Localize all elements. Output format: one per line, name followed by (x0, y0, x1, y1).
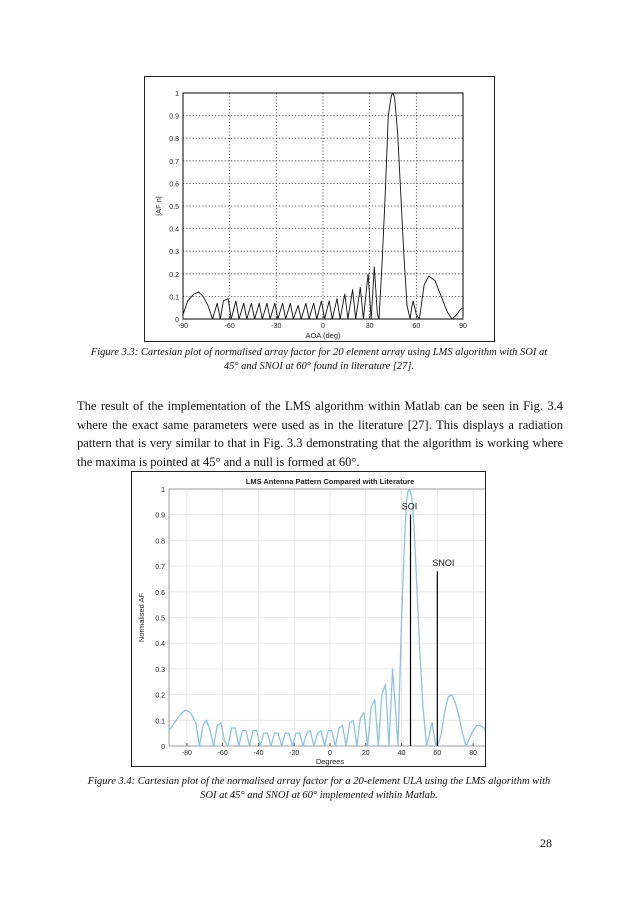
figure-3-4-caption-line1: Figure 3.4: Cartesian plot of the normalised array factor for a 20-element ULA using the LMS algorithm with (87, 776, 551, 787)
fig1-y-tick-label: 0.7 (169, 158, 179, 166)
fig2-annotation-label-snoi: SNOI (432, 558, 455, 569)
fig1-y-tick-label: 0.4 (169, 226, 179, 234)
fig1-y-tick-label: 0.9 (169, 113, 179, 121)
fig1-y-tick-label: 0.8 (169, 136, 179, 144)
fig2-y-tick-label: 1 (161, 487, 165, 494)
fig2-x-tick-label: -20 (289, 750, 300, 757)
figure-3-4 (131, 471, 486, 767)
fig1-x-tick-label: 90 (459, 323, 467, 330)
fig2-x-tick-label: -40 (253, 750, 264, 757)
fig1-y-tick-label: 0.6 (169, 181, 179, 189)
figure-3-3-plot (145, 77, 494, 341)
fig2-x-tick-label: -60 (217, 750, 228, 757)
fig2-y-tick-label: 0.7 (155, 564, 165, 572)
fig2-y-axis-label: Normalised AF (137, 592, 146, 643)
fig1-y-tick-label: 0 (175, 317, 179, 324)
figure-3-3 (144, 76, 495, 342)
fig2-y-tick-label: 0.8 (155, 538, 165, 546)
figure-3-4-caption-line2: SOI at 45° and SNOI at 60° implemented within Matlab. (200, 790, 438, 801)
fig2-y-tick-label: 0.9 (155, 512, 165, 520)
fig2-y-tick-label: 0.4 (155, 641, 165, 649)
fig2-x-tick-label: -80 (181, 750, 192, 757)
fig1-x-tick-label: -30 (271, 323, 282, 330)
fig2-x-tick-label: 0 (328, 750, 332, 757)
fig2-y-tick-label: 0.6 (155, 589, 165, 597)
fig1-y-tick-label: 0.3 (169, 249, 179, 257)
fig1-y-tick-label: 1 (175, 91, 179, 98)
fig2-y-tick-label: 0 (161, 744, 165, 751)
fig2-x-axis-label: Degrees (315, 757, 345, 766)
fig1-x-tick-label: 60 (412, 323, 421, 330)
page-number: 28 (540, 836, 552, 850)
fig1-x-tick-label: -60 (224, 323, 235, 330)
fig2-x-tick-label: 60 (433, 750, 442, 757)
figure-3-3-caption (76, 346, 562, 374)
figure-3-4-plot (132, 472, 485, 766)
figure-3-3-caption-line2: 45° and SNOI at 60° found in literature [27]. (223, 361, 415, 372)
fig2-chart-title: LMS Antenna Pattern Compared with Literature (245, 477, 415, 486)
fig1-x-axis-label: AOA (deg) (305, 331, 341, 340)
fig2-y-tick-label: 0.5 (155, 615, 165, 623)
fig1-y-tick-label: 0.5 (169, 204, 179, 211)
fig1-x-tick-label: -90 (177, 323, 189, 330)
fig2-annotation-label-soi: SOI (401, 501, 418, 512)
fig1-x-tick-label: 30 (365, 323, 374, 330)
figure-3-4-caption (76, 775, 562, 803)
fig2-x-tick-label: 80 (469, 750, 478, 757)
fig1-y-axis-label: |AF n| (154, 196, 163, 216)
fig1-x-tick-label: 0 (321, 323, 325, 330)
fig2-x-tick-label: 40 (397, 750, 406, 757)
body-paragraph: The result of the implementation of the LMS algorithm within Matlab can be seen in Fig. 3.4 where the exact same parameters were used as in the literature [27]. This displays a radiation pattern that is very similar to that in Fig. 3.3 demonstrating that the algorithm is working where the maxima is pointed at 45° and a null is formed at 60°. (77, 399, 563, 469)
fig2-y-tick-label: 0.3 (155, 666, 165, 674)
fig1-y-tick-label: 0.1 (169, 294, 179, 302)
fig1-y-tick-label: 0.2 (169, 271, 179, 279)
fig2-x-tick-label: 20 (361, 750, 370, 757)
fig2-y-tick-label: 0.2 (155, 692, 165, 700)
fig2-y-tick-label: 0.1 (155, 718, 165, 726)
figure-3-3-caption-line1: Figure 3.3: Cartesian plot of normalised array factor for 20 element array using LMS algorithm with SOI at (90, 347, 548, 358)
